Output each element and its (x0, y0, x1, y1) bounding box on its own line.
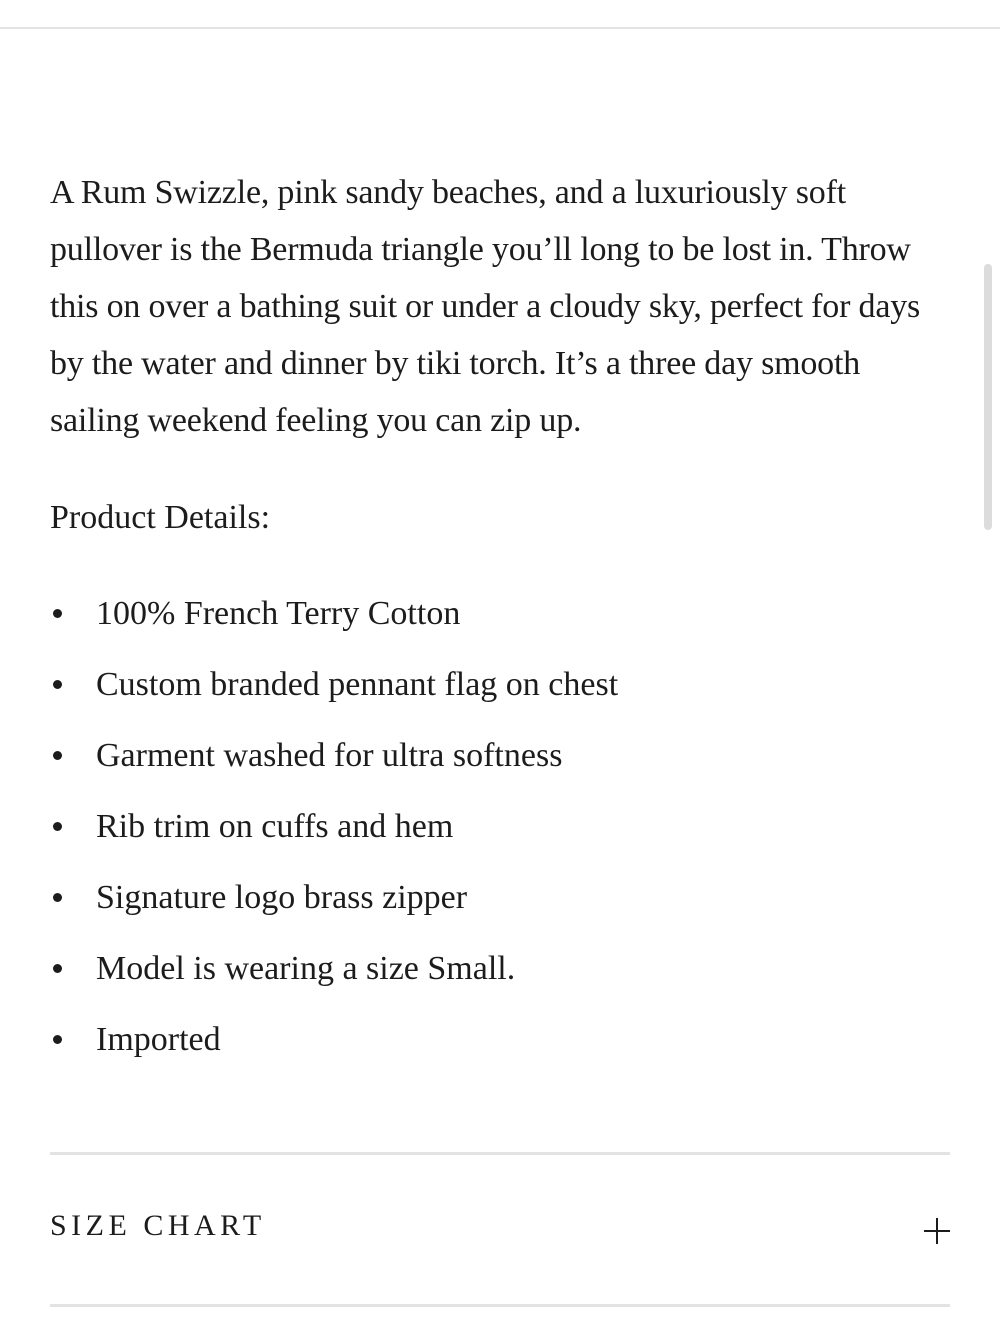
plus-icon[interactable] (924, 1218, 950, 1244)
bullet-icon (53, 680, 62, 689)
bullet-icon (53, 822, 62, 831)
list-item-text: Model is wearing a size Small. (96, 950, 516, 987)
list-item (50, 661, 618, 732)
product-details-list (50, 590, 618, 1087)
size-chart-label: SIZE CHART (50, 1209, 266, 1242)
list-item (50, 874, 618, 945)
product-details-heading: Product Details: (50, 499, 271, 536)
scrollbar[interactable] (984, 264, 992, 530)
list-item (50, 732, 618, 803)
list-item (50, 590, 618, 661)
top-divider (0, 27, 1000, 29)
section-divider (50, 1152, 950, 1155)
bullet-icon (53, 964, 62, 973)
list-item (50, 803, 618, 874)
list-item (50, 1016, 618, 1087)
bullet-icon (53, 1035, 62, 1044)
list-item-text: Signature logo brass zipper (96, 879, 468, 916)
list-item-text: Imported (96, 1021, 221, 1058)
list-item-text: 100% French Terry Cotton (96, 595, 461, 632)
section-divider (50, 1304, 950, 1307)
bullet-icon (53, 609, 62, 618)
bullet-icon (53, 751, 62, 760)
product-description: A Rum Swizzle, pink sandy beaches, and a luxuriously soft pullover is the Bermuda triangle you’ll long to be lost in. Throw this on over a bathing suit or under a cloudy sky, perfect for days by the water and dinner by tiki torch. It’s a three day smooth sailing weekend feeling you can zip up. (50, 174, 921, 439)
bullet-icon (53, 893, 62, 902)
list-item-text: Custom branded pennant flag on chest (96, 666, 619, 703)
list-item-text: Rib trim on cuffs and hem (96, 808, 454, 845)
list-item-text: Garment washed for ultra softness (96, 737, 563, 774)
size-chart-accordion-toggle[interactable] (50, 1190, 950, 1270)
list-item (50, 945, 618, 1016)
